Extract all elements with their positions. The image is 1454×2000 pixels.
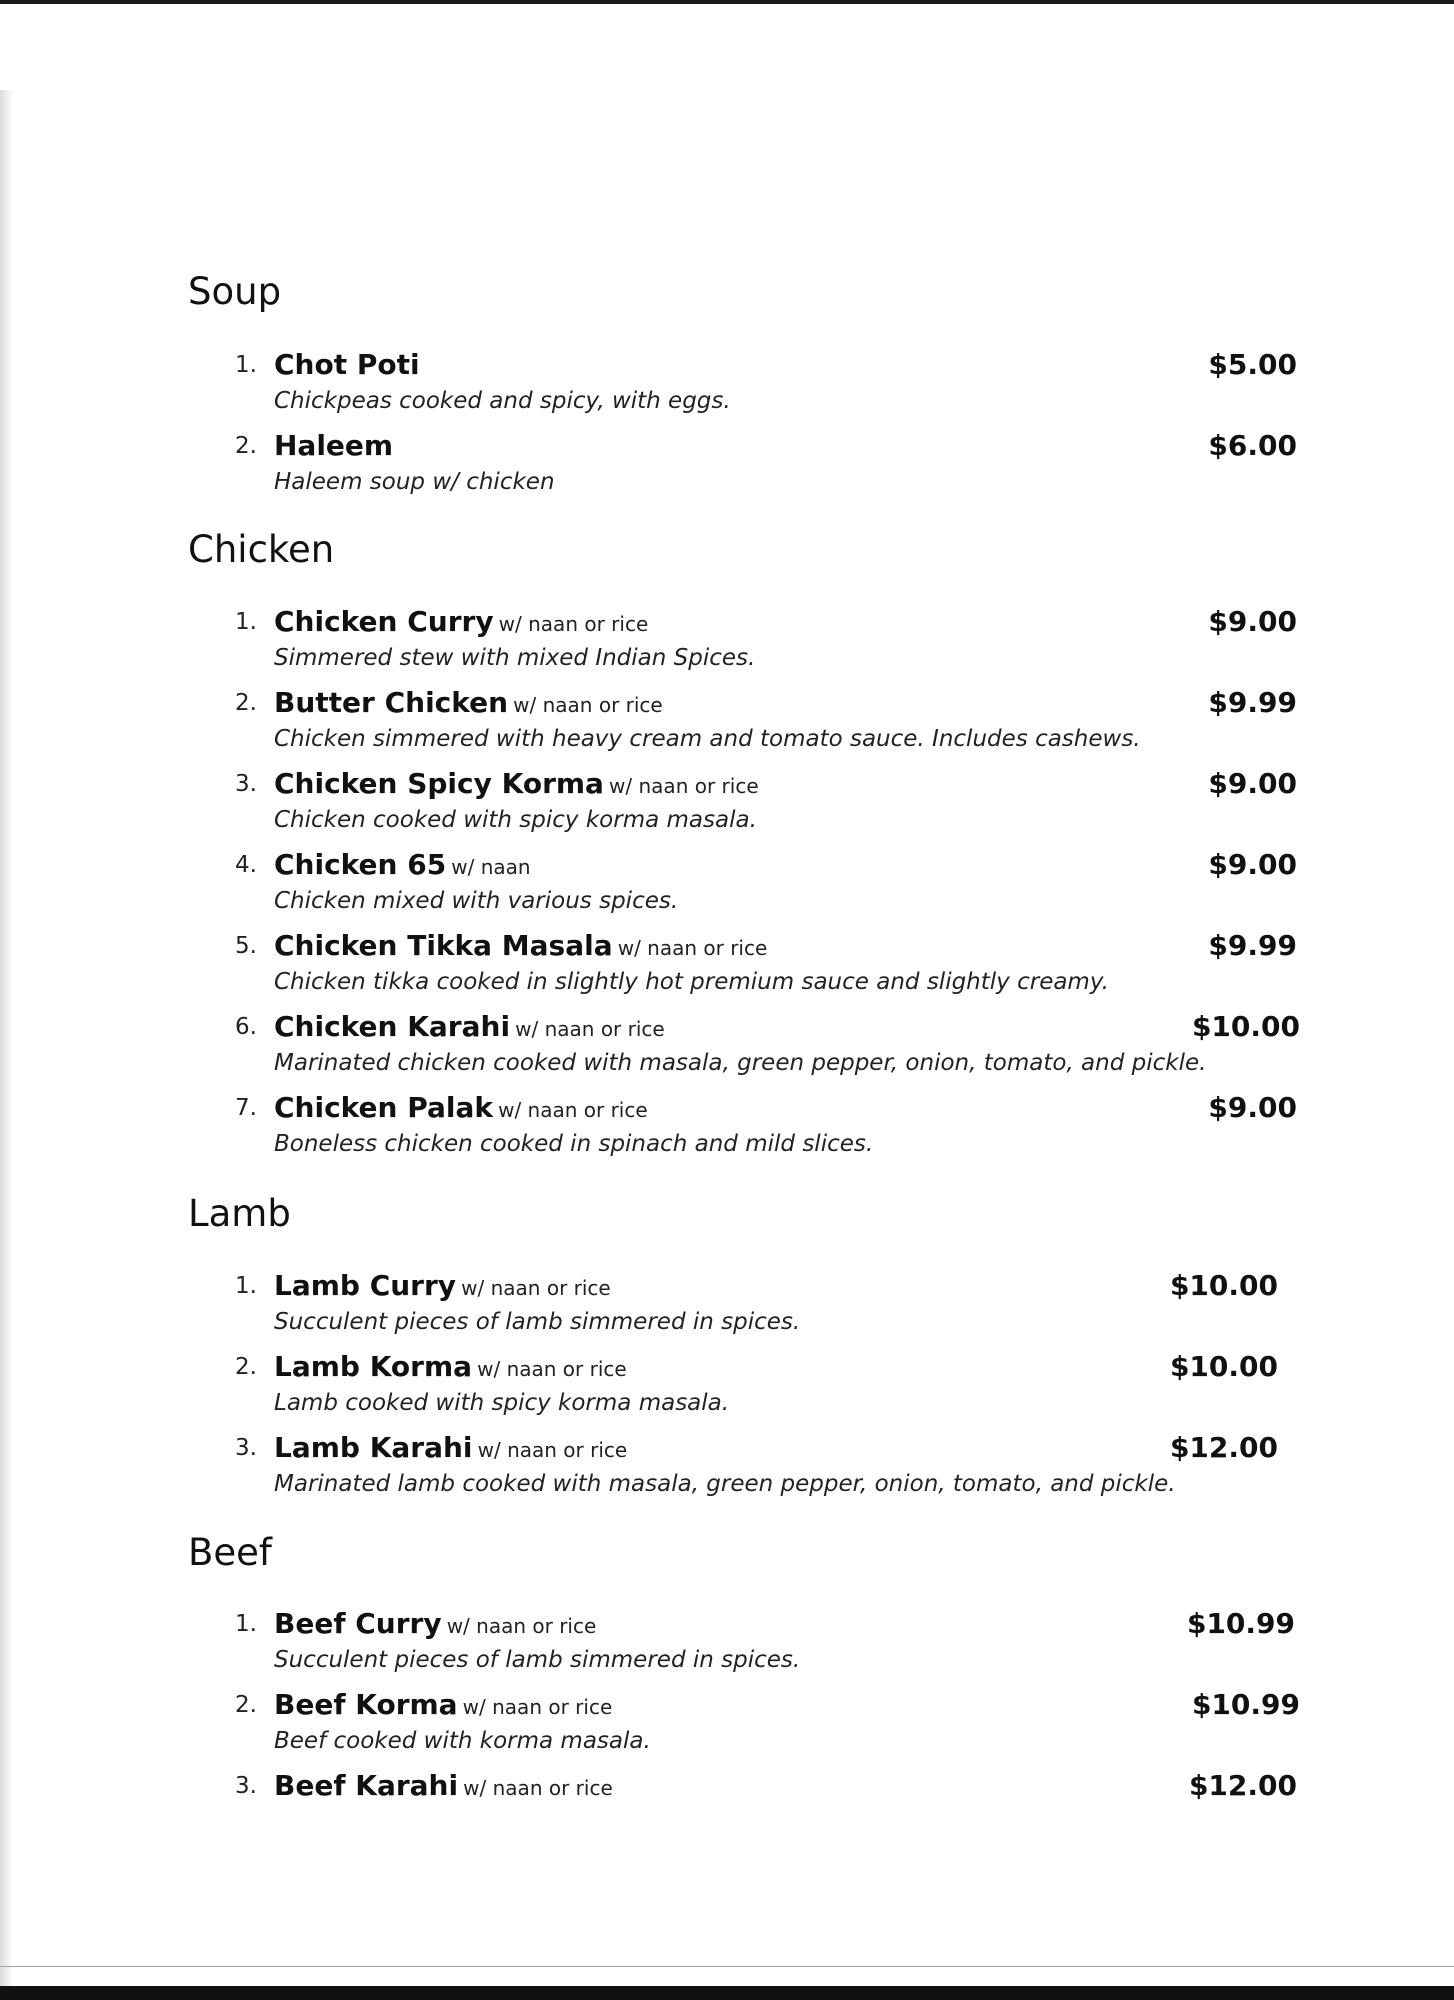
item-name: Lamb Curry xyxy=(274,1269,457,1302)
item-number: 1. xyxy=(235,1611,257,1637)
item-heading xyxy=(274,1347,627,1391)
item-heading xyxy=(274,426,393,470)
item-serving-note: w/ naan xyxy=(451,855,531,879)
item-price: $9.99 xyxy=(1208,929,1297,962)
item-price: $9.00 xyxy=(1208,1091,1297,1124)
item-serving-note: w/ naan or rice xyxy=(498,1098,648,1122)
category-title-beef: Beef xyxy=(188,1531,272,1574)
item-price: $10.00 xyxy=(1191,1010,1300,1043)
item-serving-note: w/ naan or rice xyxy=(609,774,759,798)
item-description: Beef cooked with korma masala. xyxy=(274,1728,651,1754)
item-number: 5. xyxy=(235,933,257,959)
item-name: Haleem xyxy=(274,429,394,462)
item-number: 2. xyxy=(235,1692,257,1718)
item-serving-note: w/ naan or rice xyxy=(463,1776,613,1800)
item-serving-note: w/ naan or rice xyxy=(477,1357,627,1381)
item-heading xyxy=(274,1604,596,1648)
item-name: Chicken Tikka Masala xyxy=(274,929,613,962)
item-serving-note: w/ naan or rice xyxy=(461,1276,611,1300)
item-heading xyxy=(274,845,531,889)
item-serving-note: w/ naan or rice xyxy=(513,693,663,717)
item-price: $12.00 xyxy=(1169,1431,1278,1464)
menu-item xyxy=(0,845,1454,921)
item-name: Beef Curry xyxy=(274,1607,442,1640)
item-description: Chickpeas cooked and spicy, with eggs. xyxy=(274,388,731,414)
page-bottom-line xyxy=(0,1966,1454,1967)
item-name: Beef Korma xyxy=(274,1688,458,1721)
item-serving-note: w/ naan or rice xyxy=(477,1438,628,1462)
menu-item xyxy=(0,1266,1454,1342)
item-name: Lamb Korma xyxy=(274,1350,473,1383)
item-serving-note: w/ naan or rice xyxy=(446,1614,597,1638)
item-price: $10.99 xyxy=(1186,1607,1295,1640)
item-description: Haleem soup w/ chicken xyxy=(274,469,555,495)
menu-item xyxy=(0,1347,1454,1423)
item-description: Chicken simmered with heavy cream and tomato sauce. Includes cashews. xyxy=(274,726,1141,752)
item-description: Chicken tikka cooked in slightly hot premium sauce and slightly creamy. xyxy=(274,969,1109,995)
category-title-soup: Soup xyxy=(188,270,282,313)
item-name: Chicken 65 xyxy=(274,848,447,881)
item-description: Lamb cooked with spicy korma masala. xyxy=(274,1390,730,1416)
category-title-chicken: Chicken xyxy=(188,528,335,571)
item-number: 6. xyxy=(235,1014,257,1040)
item-heading xyxy=(274,1766,613,1810)
menu-item xyxy=(0,683,1454,759)
item-heading xyxy=(274,926,767,970)
menu-item xyxy=(0,1428,1454,1504)
item-number: 1. xyxy=(235,609,257,635)
item-heading xyxy=(274,602,648,646)
menu-item xyxy=(0,426,1454,502)
item-description: Succulent pieces of lamb simmered in spices. xyxy=(274,1647,801,1673)
item-price: $9.00 xyxy=(1208,848,1297,881)
category-title-lamb: Lamb xyxy=(188,1192,291,1235)
page-top-edge xyxy=(0,0,1454,4)
item-serving-note: w/ naan or rice xyxy=(515,1017,665,1041)
item-serving-note: w/ naan or rice xyxy=(617,936,768,960)
item-price: $9.00 xyxy=(1208,767,1297,800)
item-description: Succulent pieces of lamb simmered in spices. xyxy=(274,1309,801,1335)
item-name: Chicken Spicy Korma xyxy=(274,767,604,800)
item-heading xyxy=(274,1685,612,1729)
item-price: $9.99 xyxy=(1208,686,1297,719)
item-serving-note: w/ naan or rice xyxy=(462,1695,613,1719)
menu-item xyxy=(0,764,1454,840)
item-number: 3. xyxy=(235,1435,257,1461)
item-heading xyxy=(274,345,420,389)
page-bottom-edge xyxy=(0,1986,1454,2000)
item-price: $5.00 xyxy=(1208,348,1297,381)
item-description: Boneless chicken cooked in spinach and mild slices. xyxy=(274,1131,874,1157)
item-description: Simmered stew with mixed Indian Spices. xyxy=(274,645,756,671)
item-description: Chicken cooked with spicy korma masala. xyxy=(274,807,757,833)
item-price: $10.00 xyxy=(1169,1269,1278,1302)
menu-item xyxy=(0,1088,1454,1164)
menu-item xyxy=(0,1685,1454,1761)
item-price: $10.99 xyxy=(1191,1688,1300,1721)
item-name: Chicken Palak xyxy=(274,1091,493,1124)
menu-item xyxy=(0,1007,1454,1083)
item-number: 2. xyxy=(235,1354,257,1380)
item-heading xyxy=(274,1088,648,1132)
item-number: 2. xyxy=(235,690,257,716)
menu-item xyxy=(0,1604,1454,1680)
item-number: 7. xyxy=(235,1095,257,1121)
menu-item xyxy=(0,602,1454,678)
item-price: $9.00 xyxy=(1208,605,1297,638)
item-name: Chot Poti xyxy=(274,348,420,381)
item-number: 4. xyxy=(235,852,257,878)
item-heading xyxy=(274,683,663,727)
item-heading xyxy=(274,1266,611,1310)
item-description: Marinated chicken cooked with masala, green pepper, onion, tomato, and pickle. xyxy=(274,1050,1207,1076)
item-price: $10.00 xyxy=(1169,1350,1278,1383)
item-name: Chicken Curry xyxy=(274,605,494,638)
item-description: Marinated lamb cooked with masala, green pepper, onion, tomato, and pickle. xyxy=(274,1471,1176,1497)
menu-item xyxy=(0,1766,1454,1842)
item-serving-note: w/ naan or rice xyxy=(498,612,649,636)
menu-item xyxy=(0,345,1454,421)
item-name: Lamb Karahi xyxy=(274,1431,473,1464)
menu-item xyxy=(0,926,1454,1002)
item-number: 2. xyxy=(235,433,257,459)
item-price: $12.00 xyxy=(1188,1769,1297,1802)
item-heading xyxy=(274,764,759,808)
item-number: 1. xyxy=(235,1273,257,1299)
item-heading xyxy=(274,1428,627,1472)
item-name: Butter Chicken xyxy=(274,686,509,719)
item-name: Beef Karahi xyxy=(274,1769,459,1802)
item-description: Chicken mixed with various spices. xyxy=(274,888,679,914)
item-heading xyxy=(274,1007,665,1051)
item-price: $6.00 xyxy=(1208,429,1297,462)
item-number: 3. xyxy=(235,771,257,797)
item-number: 3. xyxy=(235,1773,257,1799)
item-number: 1. xyxy=(235,352,257,378)
item-name: Chicken Karahi xyxy=(274,1010,511,1043)
